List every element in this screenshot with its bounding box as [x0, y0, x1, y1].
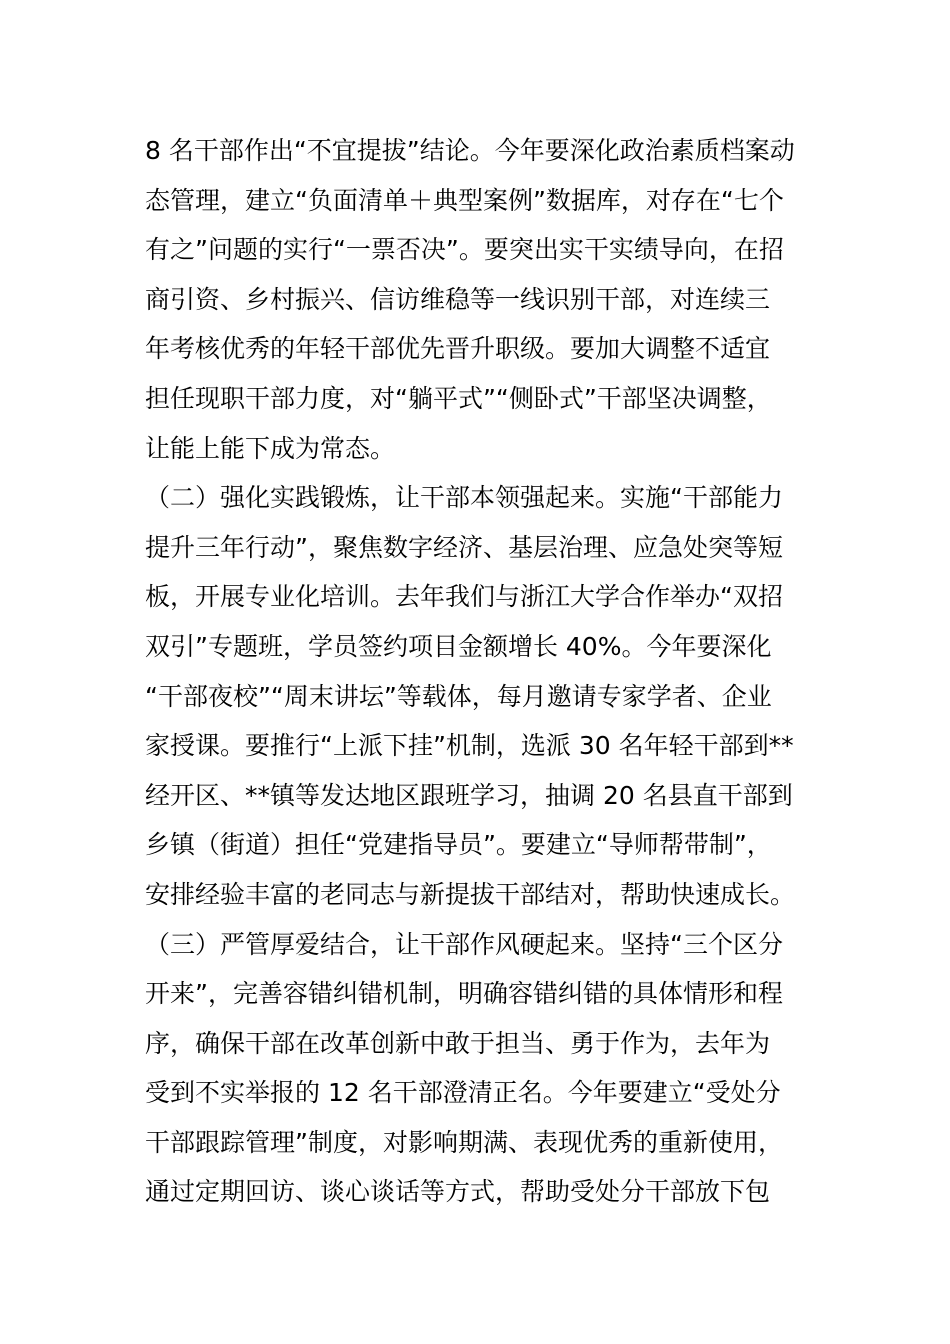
- text-line: 让能上能下成为常态。: [145, 433, 396, 463]
- text-line: 家授课。要推行“上派下挂”机制，选派 30 名年轻干部到**: [145, 731, 794, 761]
- text-line: 提升三年行动”，聚焦数字经济、基层治理、应急处突等短: [145, 532, 783, 562]
- text-line: 板，开展专业化培训。去年我们与浙江大学合作举办“双招: [145, 582, 783, 612]
- section-heading-line: （三）严管厚爱结合，让干部作风硬起来。坚持“三个区分: [145, 929, 783, 959]
- text-line: 通过定期回访、谈心谈话等方式，帮助受处分干部放下包: [145, 1177, 771, 1207]
- text-line: 双引”专题班，学员签约项目金额增长 40%。今年要深化: [145, 631, 772, 661]
- text-line: 态管理，建立“负面清单＋典型案例”数据库，对存在“七个: [145, 185, 784, 215]
- text-line: 开来”，完善容错纠错机制，明确容错纠错的具体情形和程: [145, 979, 783, 1009]
- text-line: 8 名干部作出“不宜提拔”结论。今年要深化政治素质档案动: [145, 136, 795, 165]
- text-line: 受到不实举报的 12 名干部澄清正名。今年要建立“受处分: [145, 1078, 781, 1108]
- text-line: 商引资、乡村振兴、信访维稳等一线识别干部，对连续三: [145, 284, 771, 314]
- body-text: [145, 126, 815, 1217]
- text-line: “干部夜校”“周末讲坛”等载体，每月邀请专家学者、企业: [145, 681, 772, 711]
- text-line: 乡镇（街道）担任“党建指导员”。要建立“导师帮带制”，: [145, 830, 772, 860]
- text-line: 年考核优秀的年轻干部优先晋升职级。要加大调整不适宜: [145, 334, 771, 364]
- text-line: 安排经验丰富的老同志与新提拔干部结对，帮助快速成长。: [145, 879, 796, 909]
- text-line: 经开区、**镇等发达地区跟班学习，抽调 20 名县直干部到: [145, 780, 793, 810]
- text-line: 序，确保干部在改革创新中敢于担当、勇于作为，去年为: [145, 1028, 771, 1058]
- section-heading-line: （二）强化实践锻炼，让干部本领强起来。实施“干部能力: [145, 483, 783, 513]
- text-line: 有之”问题的实行“一票否决”。要突出实干实绩导向，在招: [145, 235, 784, 265]
- text-line: 干部跟踪管理”制度，对影响期满、表现优秀的重新使用，: [145, 1127, 783, 1157]
- text-line: 担任现职干部力度，对“躺平式”“侧卧式”干部坚决调整，: [145, 383, 772, 413]
